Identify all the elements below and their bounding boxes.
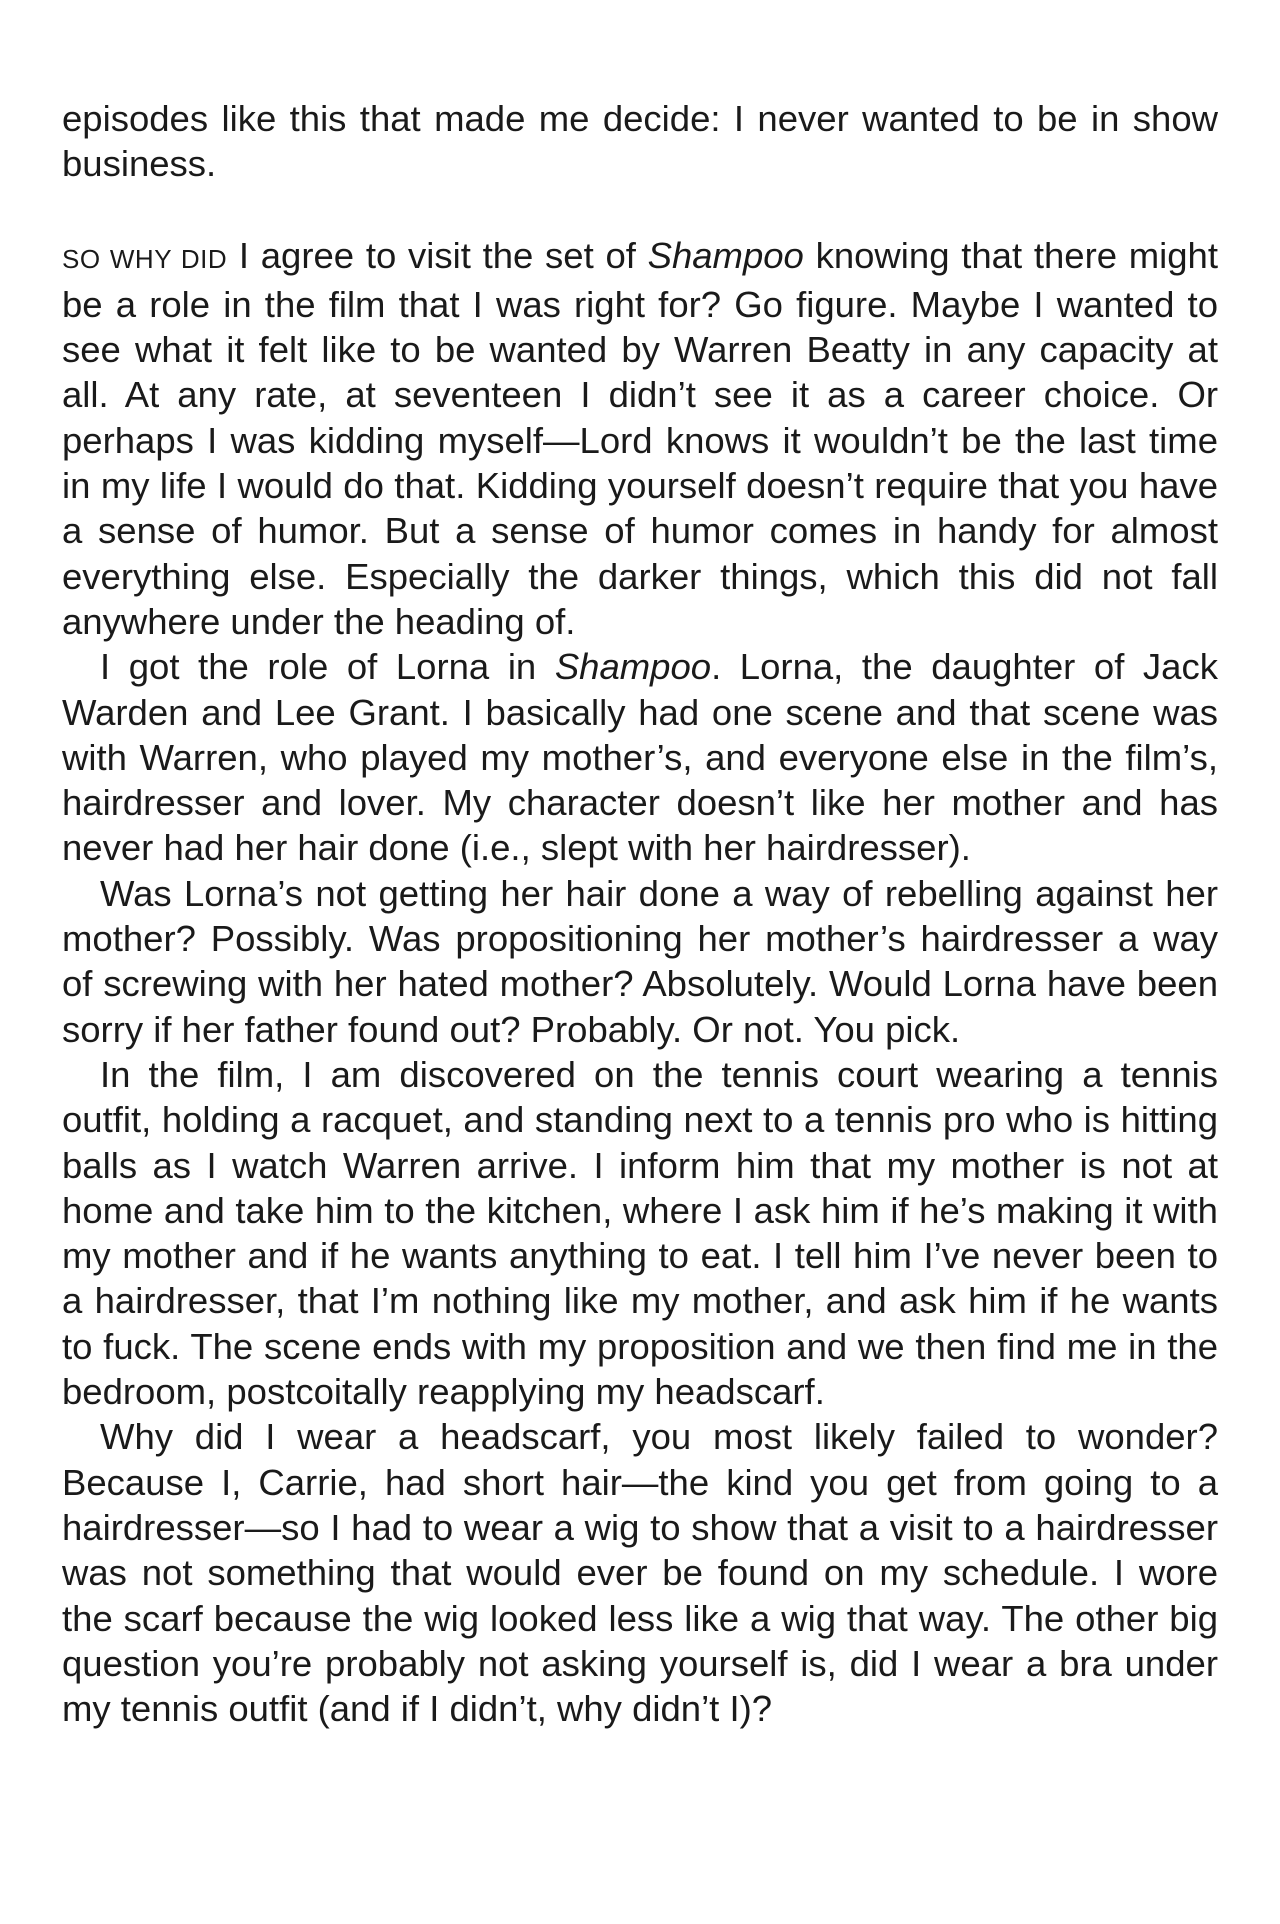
paragraph-1	[62, 96, 1218, 187]
paragraph-text: episodes like this that made me decide: I never wanted to be in show business.	[62, 98, 1218, 185]
paragraph-text: I agree to visit the set of	[227, 234, 648, 276]
paragraph-text: I got the role of Lorna in	[100, 646, 555, 688]
paragraph-2	[62, 233, 1218, 645]
paragraph-text: knowing that there might be a role in the film that I was right for? Go figure. Maybe I wanted to see what it felt like to be wanted by Warren Beatty in any capacity at all. At any rate, at seventeen I didn’t see it as a career choice. Or perhaps I was kidding myself—Lord knows it wouldn’t be the last time in my life I would do that. Kidding yourself doesn’t require that you have a sense of humor. But a sense of humor comes in handy for almost everything else. Especially the darker things, which this did not fall anywhere under the heading of.	[62, 234, 1218, 642]
paragraph-text: . Lorna, the daughter of Jack Warden and Lee Grant. I basically had one scene and that scene was with Warren, who played my mother’s, and everyone else in the film’s, hairdresser and lover. My character doesn’t like her mother and has never had her hair done (i.e., slept with her hairdresser).	[62, 646, 1218, 869]
paragraph-6	[62, 1414, 1218, 1731]
section-opening-smallcaps: SO WHY DID	[62, 243, 228, 274]
film-title-italic: Shampoo	[647, 234, 804, 276]
film-title-italic: Shampoo	[554, 646, 712, 688]
paragraph-5	[62, 1052, 1218, 1414]
book-page	[62, 96, 1218, 1731]
paragraph-text: Was Lorna’s not getting her hair done a way of rebelling against her mother? Possibly. Was propositioning her mother’s hairdresser a way of screwing with her hated mother? Absolutely. Would Lorna have been sorry if her father found out? Probably. Or not. You pick.	[62, 872, 1218, 1050]
paragraph-4	[62, 871, 1218, 1052]
paragraph-3	[62, 644, 1218, 870]
paragraph-text: Why did I wear a headscarf, you most likely failed to wonder? Because I, Carrie, had short hair—the kind you get from going to a hairdresser—so I had to wear a wig to show that a visit to a hairdresser was not something that would ever be found on my schedule. I wore the scarf because the wig looked less like a wig that way. The other big question you’re probably not asking yourself is, did I wear a bra under my tennis outfit (and if I didn’t, why didn’t I)?	[62, 1416, 1218, 1730]
paragraph-text: In the film, I am discovered on the tennis court wearing a tennis outfit, holding a racquet, and standing next to a tennis pro who is hitting balls as I watch Warren arrive. I inform him that my mother is not at home and take him to the kitchen, where I ask him if he’s making it with my mother and if he wants anything to eat. I tell him I’ve never been to a hairdresser, that I’m nothing like my mother, and ask him if he wants to fuck. The scene ends with my proposition and we then find me in the bedroom, postcoitally reapplying my headscarf.	[62, 1053, 1218, 1413]
